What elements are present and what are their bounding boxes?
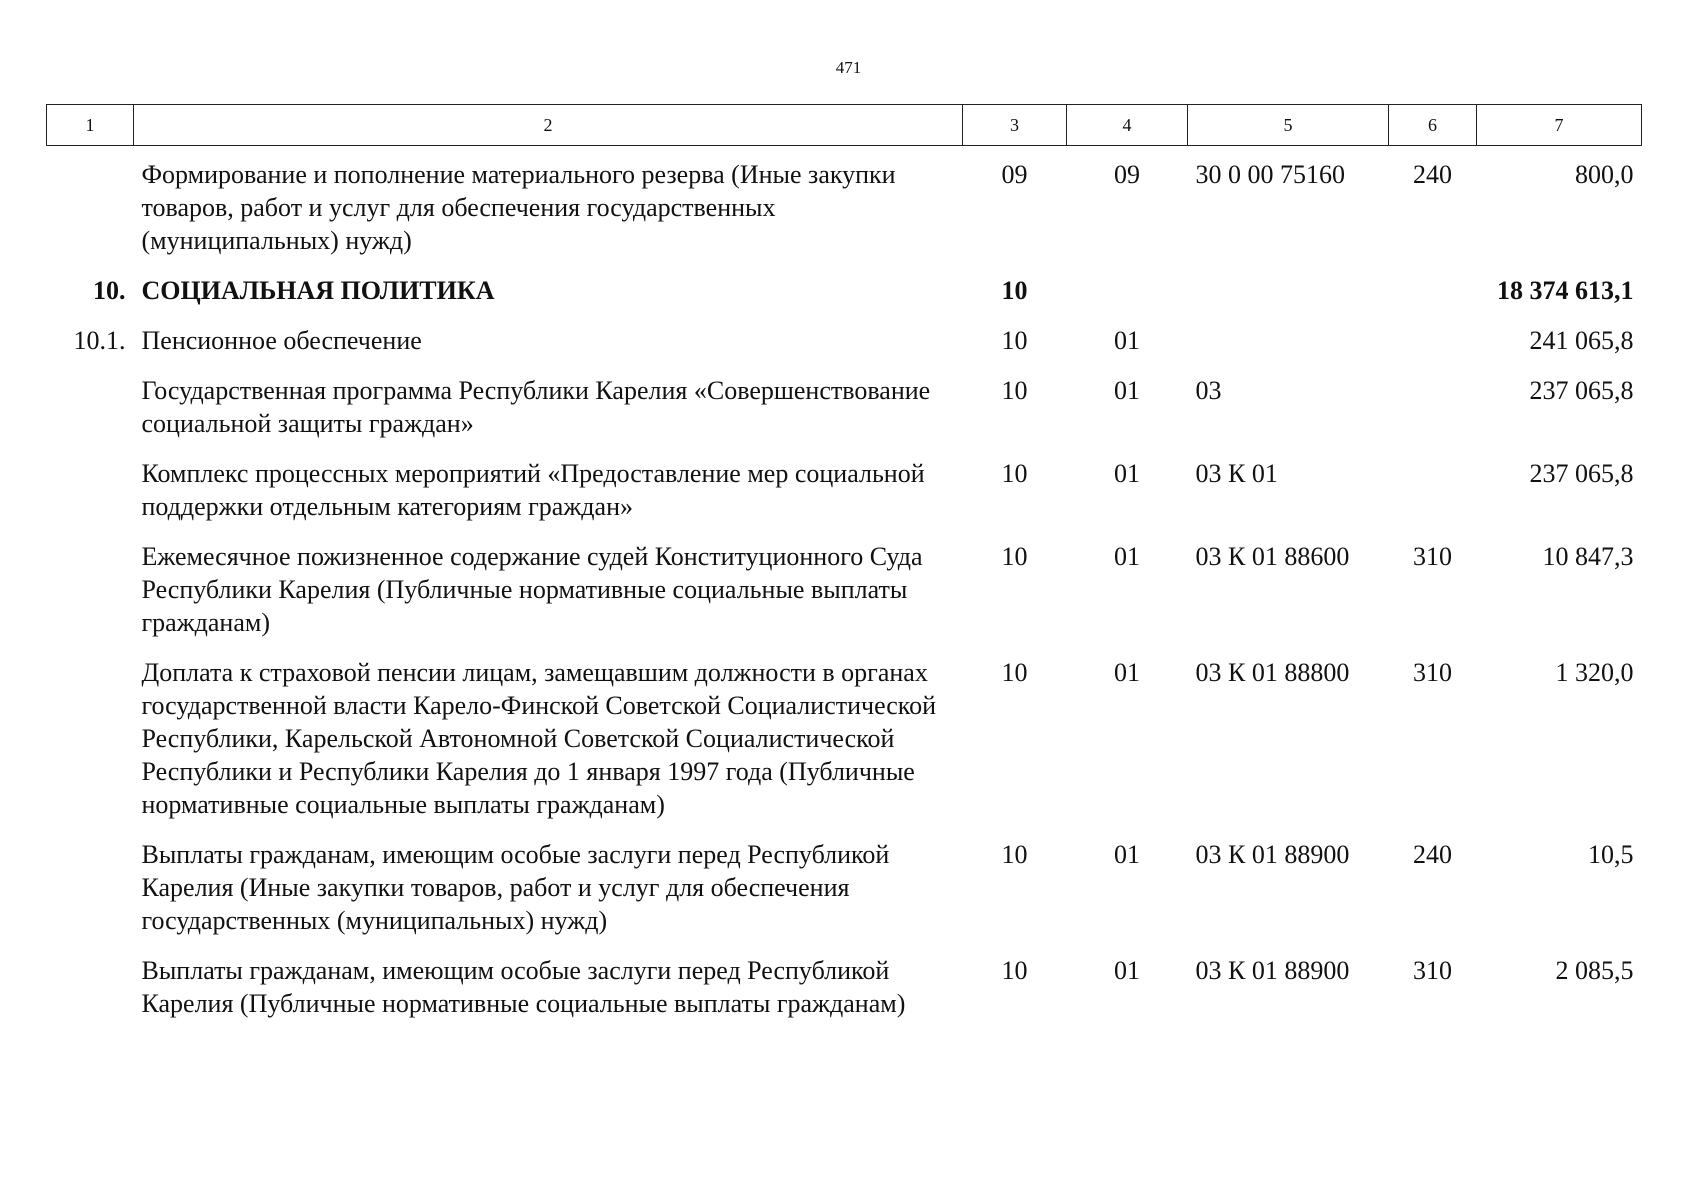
target-article-code: 03 К 01 88900 [1195, 956, 1350, 985]
table-row [47, 316, 1642, 366]
table-row [47, 366, 1642, 449]
column-number-row [47, 105, 1642, 146]
expense-name: Государственная программа Республики Карелия «Совершенствование социальной защиты граждан» [141, 376, 931, 438]
amount: 237 065,8 [1529, 376, 1634, 405]
target-article-code: 03 [1195, 376, 1222, 405]
expense-name: Комплекс процессных мероприятий «Предоставление мер социальной поддержки отдельным категориям граждан» [141, 459, 925, 521]
expense-type-code: 310 [1413, 542, 1452, 571]
section-code: 09 [1001, 160, 1028, 189]
row-number [47, 830, 134, 946]
table-row [47, 946, 1642, 1029]
expense-name: Формирование и пополнение материального резерва (Иные закупки товаров, работ и услуг для обеспечения государственных (муниципальных) нужд) [141, 160, 896, 255]
subsection-code [1067, 266, 1188, 316]
section-code: 10 [1001, 326, 1028, 355]
table-row [47, 830, 1642, 946]
target-article-code: 03 К 01 [1195, 459, 1278, 488]
subsection-code: 01 [1114, 459, 1140, 488]
target-article-code [1188, 316, 1389, 366]
amount: 241 065,8 [1529, 326, 1634, 355]
amount: 18 374 613,1 [1497, 276, 1634, 305]
amount: 237 065,8 [1529, 459, 1634, 488]
amount: 2 085,5 [1555, 956, 1634, 985]
target-article-code: 03 К 01 88600 [1195, 542, 1350, 571]
column-header-3: 3 [963, 105, 1067, 146]
column-header-6: 6 [1389, 105, 1477, 146]
row-number [47, 946, 134, 1029]
expense-name: СОЦИАЛЬНАЯ ПОЛИТИКА [141, 276, 495, 305]
table-row [47, 532, 1642, 648]
expense-type-code: 310 [1413, 658, 1452, 687]
budget-table [46, 104, 1642, 1029]
subsection-code: 01 [1114, 658, 1140, 687]
column-header-2: 2 [134, 105, 963, 146]
table-row [47, 266, 1642, 316]
column-header-1: 1 [47, 105, 134, 146]
section-code: 10 [1001, 658, 1028, 687]
expense-name: Выплаты гражданам, имеющим особые заслуги перед Республикой Карелия (Публичные нормативные социальные выплаты гражданам) [141, 956, 906, 1018]
expense-type-code [1389, 366, 1477, 449]
table-row [47, 449, 1642, 532]
expense-name: Доплата к страховой пенсии лицам, замещавшим должности в органах государственной власти Карело-Финской Советской Социалистической Республики, Карельской Автономной Советской Социалистической Республики и Республики Карелия до 1 января 1997 года (Публичные нормативные социальные выплаты гражданам) [141, 658, 937, 819]
section-code: 10 [1001, 840, 1028, 869]
column-header-4: 4 [1067, 105, 1188, 146]
subsection-code: 01 [1114, 376, 1140, 405]
table-row [47, 648, 1642, 830]
subsection-code: 09 [1114, 160, 1140, 189]
target-article-code: 30 0 00 75160 [1195, 160, 1345, 189]
row-number [47, 146, 134, 267]
amount: 1 320,0 [1555, 658, 1634, 687]
table-row [47, 146, 1642, 267]
expense-name: Ежемесячное пожизненное содержание судей Конституционного Суда Республики Карелия (Публичные нормативные социальные выплаты гражданам) [141, 542, 923, 637]
section-code: 10 [1001, 276, 1028, 305]
amount: 10,5 [1588, 840, 1634, 869]
target-article-code: 03 К 01 88900 [1195, 840, 1350, 869]
target-article-code [1188, 266, 1389, 316]
subsection-code: 01 [1114, 840, 1140, 869]
expense-type-code: 240 [1413, 160, 1452, 189]
subsection-code: 01 [1114, 542, 1140, 571]
section-code: 10 [1001, 459, 1028, 488]
expense-type-code [1389, 449, 1477, 532]
row-number: 10. [93, 276, 126, 305]
subsection-code: 01 [1114, 326, 1140, 355]
subsection-code: 01 [1114, 956, 1140, 985]
expense-type-code: 240 [1413, 840, 1452, 869]
expense-name: Пенсионное обеспечение [141, 326, 422, 355]
table-body [47, 146, 1642, 1030]
expense-name: Выплаты гражданам, имеющим особые заслуги перед Республикой Карелия (Иные закупки товаров, работ и услуг для обеспечения государственных (муниципальных) нужд) [141, 840, 890, 935]
amount: 800,0 [1575, 160, 1634, 189]
section-code: 10 [1001, 542, 1028, 571]
expense-type-code [1389, 266, 1477, 316]
column-header-7: 7 [1477, 105, 1642, 146]
column-header-5: 5 [1188, 105, 1389, 146]
expense-type-code [1389, 316, 1477, 366]
section-code: 10 [1001, 956, 1028, 985]
row-number [47, 449, 134, 532]
expense-type-code: 310 [1413, 956, 1452, 985]
row-number [47, 532, 134, 648]
row-number [47, 366, 134, 449]
amount: 10 847,3 [1542, 542, 1634, 571]
row-number [47, 648, 134, 830]
section-code: 10 [1001, 376, 1028, 405]
row-number: 10.1. [73, 326, 126, 355]
page-number: 471 [835, 58, 862, 77]
target-article-code: 03 К 01 88800 [1195, 658, 1350, 687]
